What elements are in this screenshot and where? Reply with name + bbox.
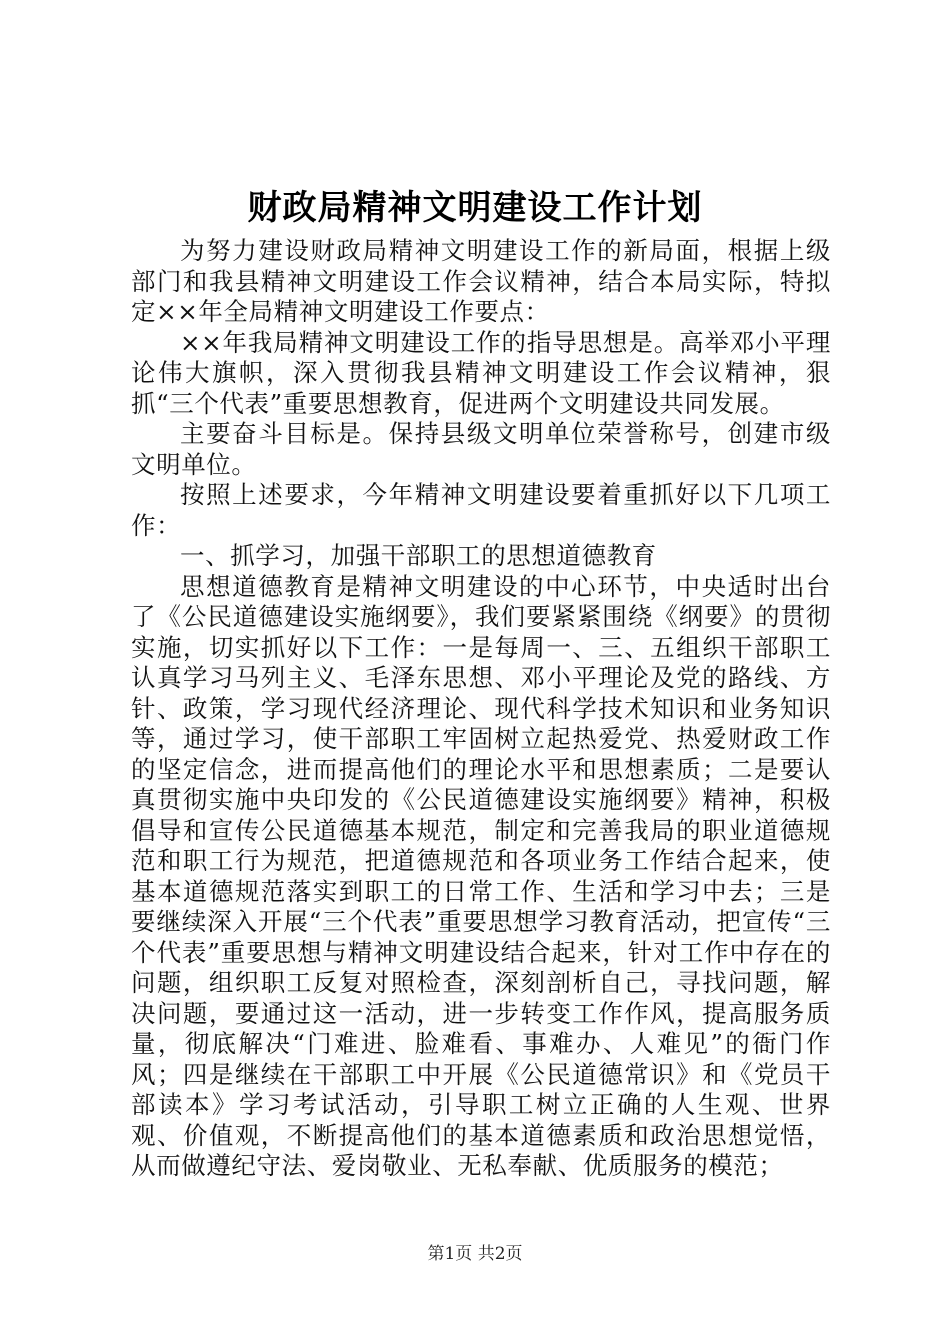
paragraph-requirements: 按照上述要求，今年精神文明建设要着重抓好以下几项工作： (131, 480, 831, 540)
paragraph-guiding-thought: ××年我局精神文明建设工作的指导思想是。高举邓小平理论伟大旗帜，深入贯彻我县精神文明建设工作会议精神，狠抓“三个代表”重要思想教育，促进两个文明建设共同发展。 (131, 327, 831, 418)
document-body (131, 236, 831, 1182)
document-title: 财政局精神文明建设工作计划 (247, 188, 703, 228)
paragraph-moral-education: 思想道德教育是精神文明建设的中心环节，中央适时出台了《公民道德建设实施纲要》，我们要紧紧围绕《纲要》的贯彻实施，切实抓好以下工作：一是每周一、三、五组织干部职工认真学习马列主义、毛泽东思想、邓小平理论及党的路线、方针、政策，学习现代经济理论、现代科学技术知识和业务知识等，通过学习，使干部职工牢固树立起热爱党、热爱财政工作的坚定信念，进而提高他们的理论水平和思想素质；二是要认真贯彻实施中央印发的《公民道德建设实施纲要》精神，积极倡导和宣传公民道德基本规范，制定和完善我局的职业道德规范和职工行为规范，把道德规范和各项业务工作结合起来，使基本道德规范落实到职工的日常工作、生活和学习中去；三是要继续深入开展“三个代表”重要思想学习教育活动，把宣传“三个代表”重要思想与精神文明建设结合起来，针对工作中存在的问题，组织职工反复对照检查，深刻剖析自己，寻找问题，解决问题，要通过这一活动，进一步转变工作作风，提高服务质量，彻底解决“门难进、脸难看、事难办、人难见”的衙门作风；四是继续在干部职工中开展《公民道德常识》和《党员干部读本》学习考试活动，引导职工树立正确的人生观、世界观、价值观，不断提高他们的基本道德素质和政治思想觉悟，从而做遵纪守法、爱岗敬业、无私奉献、优质服务的模范； (131, 571, 831, 1180)
page-number-footer: 第1页 共2页 (427, 1244, 523, 1264)
paragraph-main-goal: 主要奋斗目标是。保持县级文明单位荣誉称号，创建市级文明单位。 (131, 419, 831, 479)
paragraph-intro: 为努力建设财政局精神文明建设工作的新局面，根据上级部门和我县精神文明建设工作会议精神，结合本局实际，特拟定××年全局精神文明建设工作要点： (131, 236, 831, 326)
section-heading-1: 一、抓学习，加强干部职工的思想道德教育 (180, 541, 657, 570)
